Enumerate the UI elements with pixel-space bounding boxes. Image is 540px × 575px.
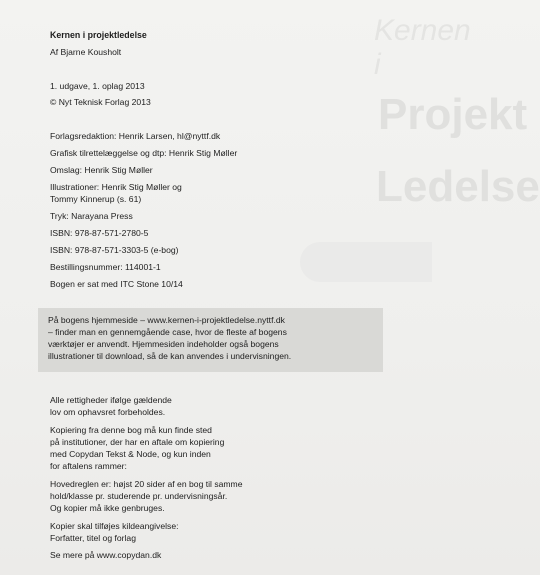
main-rule-line-2: hold/klasse pr. studerende pr. undervisningsår. — [50, 491, 228, 501]
typeface-note: Bogen er sat med ITC Stone 10/14 — [50, 279, 183, 289]
website-line-4: illustrationer til download, så de kan anvendes i undervisningen. — [48, 351, 292, 361]
isbn-print: ISBN: 978-87-571-2780-5 — [50, 228, 149, 238]
website-line-2: – finder man en gennemgående case, hvor de fleste af bogens — [48, 327, 287, 337]
rights-line-1: Alle rettigheder ifølge gældende — [50, 395, 172, 405]
book-title: Kernen i projektledelse — [50, 30, 147, 40]
main-rule-line-3: Og kopier må ikke genbruges. — [50, 503, 165, 513]
order-number: Bestillingsnummer: 114001-1 — [50, 262, 161, 272]
website-line-3: værktøjer er anvendt. Hjemmesiden indeholder også bogens — [48, 339, 279, 349]
author-line: Af Bjarne Kousholt — [50, 47, 122, 57]
rights-line-2: lov om ophavsret forbeholdes. — [50, 407, 166, 417]
citation-line-2: Forfatter, titel og forlag — [50, 533, 136, 543]
credit-print: Tryk: Narayana Press — [50, 211, 133, 221]
copying-line-1: Kopiering fra denne bog må kun finde sted — [50, 425, 212, 435]
credit-design: Grafisk tilrettelæggelse og dtp: Henrik Stig Møller — [50, 148, 238, 158]
website-info-box — [38, 308, 383, 372]
website-line-1: På bogens hjemmeside – www.kernen-i-projektledelse.nyttf.dk — [48, 315, 285, 325]
credit-illustrations-cont: Tommy Kinnerup (s. 61) — [50, 194, 142, 204]
credit-cover: Omslag: Henrik Stig Møller — [50, 165, 153, 175]
copydan-link-line: Se mere på www.copydan.dk — [50, 550, 162, 560]
copying-line-2: på institutioner, der har en aftale om kopiering — [50, 437, 225, 447]
edition-line: 1. udgave, 1. oplag 2013 — [50, 81, 145, 91]
ghost-line-3: Ledelse — [376, 162, 540, 211]
copying-line-4: for aftalens rammer: — [50, 461, 127, 471]
credit-editor: Forlagsredaktion: Henrik Larsen, hl@nyttf.dk — [50, 131, 221, 141]
copying-line-3: med Copydan Tekst & Node, og kun inden — [50, 449, 211, 459]
ghost-line-1: Kernen i — [374, 14, 471, 81]
ghost-line-2: Projekt — [378, 90, 528, 139]
main-rule-line-1: Hovedreglen er: højst 20 sider af en bog til samme — [50, 479, 243, 489]
isbn-ebook: ISBN: 978-87-571-3303-5 (e-bog) — [50, 245, 179, 255]
copyright-line: © Nyt Teknisk Forlag 2013 — [50, 97, 151, 107]
faded-swoosh-shape — [300, 242, 432, 282]
credit-illustrations: Illustrationer: Henrik Stig Møller og — [50, 182, 182, 192]
faded-cover-title — [368, 14, 540, 254]
citation-line-1: Kopier skal tilføjes kildeangivelse: — [50, 521, 179, 531]
